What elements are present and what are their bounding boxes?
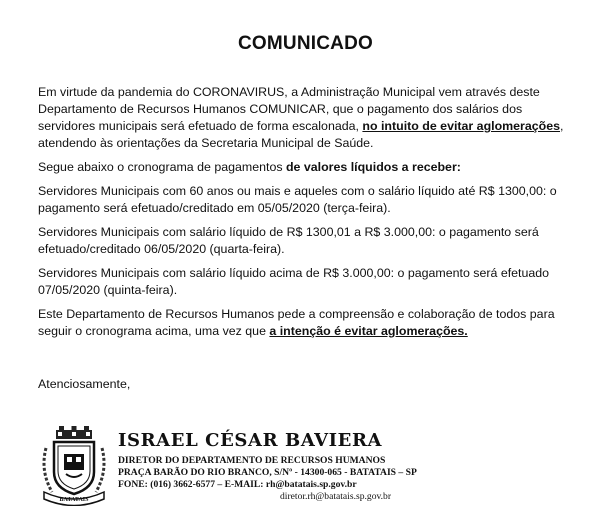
request-text: Este Departamento de Recursos Humanos pede a compreensão e colaboração de todos para seguir o cronograma acima, uma vez que: [38, 307, 555, 338]
signatory-email-2: diretor.rh@batatais.sp.gov.br: [280, 491, 392, 502]
request-emphasis: a intenção é evitar aglomerações.: [269, 324, 468, 338]
paragraph-intro: [38, 84, 578, 152]
signatory-address: PRAÇA BARÃO DO RIO BRANCO, S/Nº - 14300-065 - BATATAIS – SP: [118, 467, 417, 478]
paragraph-request: [38, 306, 578, 340]
signatory-contact: [118, 479, 357, 490]
closing-salutation: Atenciosamente,: [38, 377, 131, 391]
intro-text-a: Em virtude da pandemia do CORONAVIRUS, a Administração Municipal vem através deste Departamento de Recursos Humanos COMUNICAR, que o pagamento dos salários dos servidores municipais será efetuado de forma escalonada,: [38, 85, 540, 133]
paragraph-schedule-3: Servidores Municipais com salário líquido acima de R$ 3.000,00: o pagamento será efetuado 07/05/2020 (quinta-feira).: [38, 266, 550, 297]
signature-block: [40, 424, 580, 509]
paragraph-schedule-intro: [38, 159, 578, 176]
document-body: [38, 84, 578, 347]
municipal-crest-icon: [40, 426, 108, 506]
signatory-name: ISRAEL CÉSAR BAVIERA: [118, 430, 383, 451]
schedule-intro-text: Segue abaixo o cronograma de pagamentos: [38, 160, 286, 174]
document-title: COMUNICADO: [238, 33, 373, 54]
intro-text-b: , atendendo às orientações da Secretaria Municipal de Saúde.: [38, 119, 564, 150]
contact-text: FONE: (016) 3662-6577 – E-MAIL: rh@batatais.sp.gov.br: [118, 479, 357, 490]
signatory-role: DIRETOR DO DEPARTAMENTO DE RECURSOS HUMANOS: [118, 455, 386, 466]
schedule-intro-bold: de valores líquidos a receber:: [285, 160, 461, 174]
paragraph-schedule-1: Servidores Municipais com 60 anos ou mais e aqueles com o salário líquido até R$ 1300,00: o pagamento será efetuado/creditado em 05/05/2020 (terça-feira).: [38, 184, 557, 215]
intro-emphasis: no intuito de evitar aglomerações: [362, 119, 561, 133]
paragraph-schedule-2: Servidores Municipais com salário líquido de R$ 1300,01 a R$ 3.000,00: o pagamento será efetuado/creditado 06/05/2020 (quarta-feira).: [38, 225, 539, 256]
crest-ribbon-text: BATATAIS: [59, 497, 89, 503]
